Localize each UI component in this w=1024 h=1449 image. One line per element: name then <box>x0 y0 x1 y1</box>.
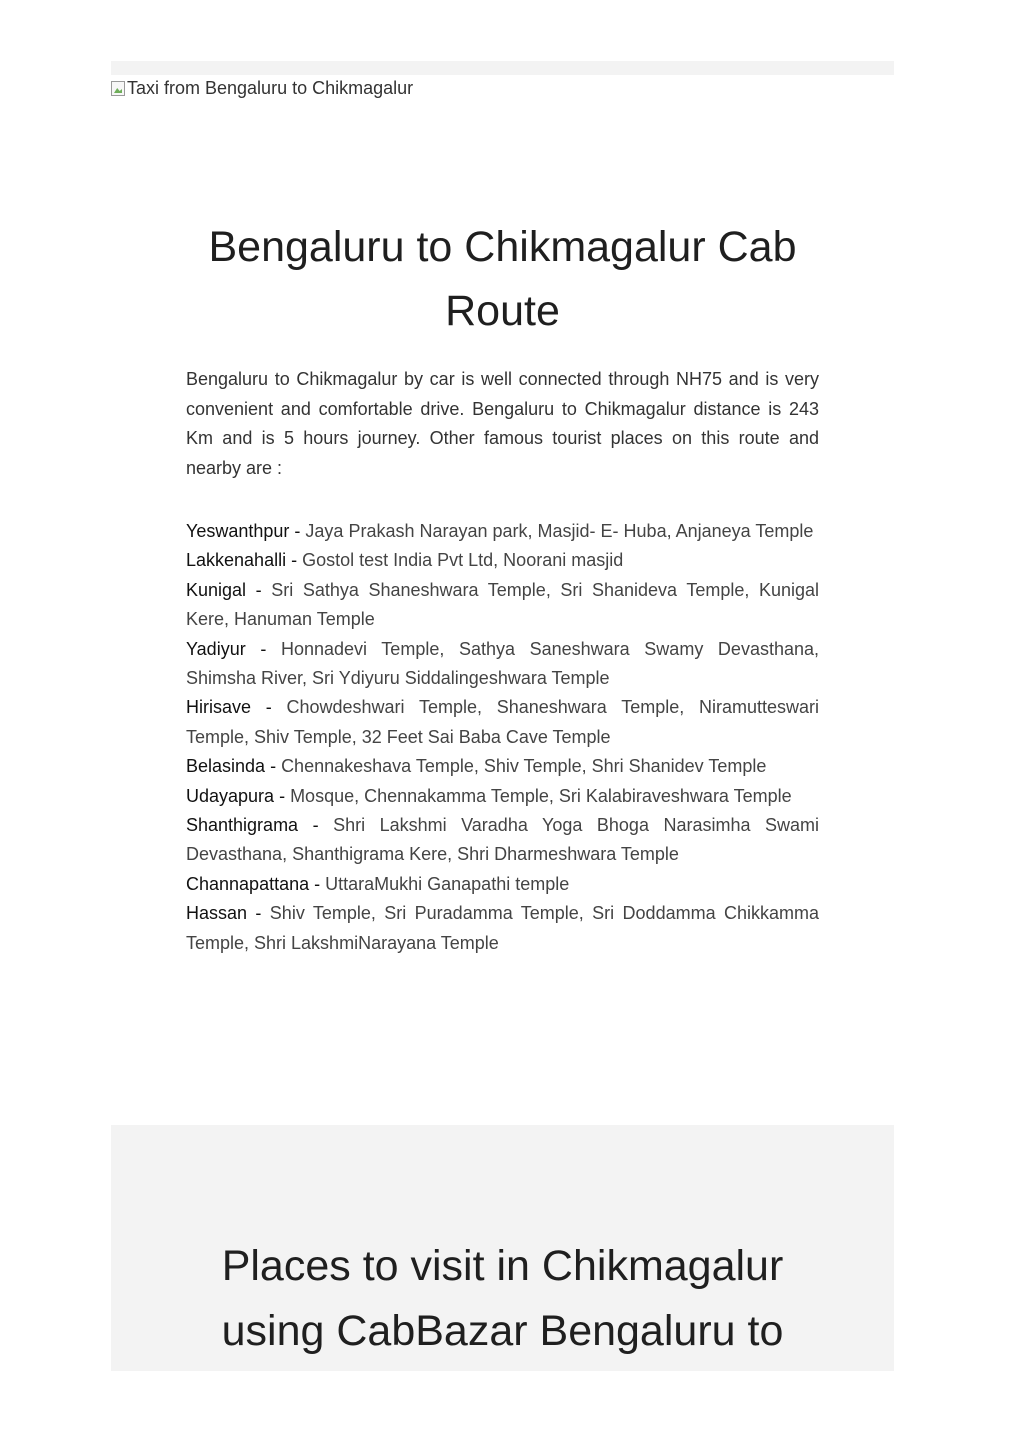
place-attractions: UttaraMukhi Ganapathi temple <box>325 873 570 894</box>
place-town: Belasinda - <box>186 756 282 777</box>
place-attractions: Honnadevi Temple, Sathya Saneshwara Swamy Devasthana, Shimsha River, Sri Ydiyuru Siddalingeshwara Temple <box>186 638 820 689</box>
list-item <box>186 899 819 958</box>
list-item <box>186 635 819 694</box>
list-item <box>186 752 819 781</box>
place-attractions: Chennakeshava Temple, Shiv Temple, Shri Shanidev Temple <box>281 756 767 777</box>
place-town: Udayapura - <box>186 785 291 806</box>
hero-image <box>111 76 413 100</box>
header-band <box>111 61 894 75</box>
list-item <box>186 782 819 811</box>
place-attractions: Shiv Temple, Sri Puradamma Temple, Sri Doddamma Chikkamma Temple, Shri LakshmiNarayana Temple <box>186 903 819 953</box>
route-intro: Bengaluru to Chikmagalur by car is well connected through NH75 and is very convenient and comfortable drive. Bengaluru to Chikmagalur distance is 243 Km and is 5 hours journey. Other famous tourist places on this route and nearby are : <box>186 369 819 478</box>
place-attractions: Gostol test India Pvt Ltd, Noorani masjid <box>302 550 624 571</box>
place-attractions: Mosque, Chennakamma Temple, Sri Kalabiraveshwara Temple <box>290 785 792 806</box>
place-attractions: Jaya Prakash Narayan park, Masjid- E- Huba, Anjaneya Temple <box>305 521 814 541</box>
hero-image-alt-text: Taxi from Bengaluru to Chikmagalur <box>127 78 414 98</box>
places-to-visit-section <box>111 1125 894 1371</box>
place-attractions: Sri Sathya Shaneshwara Temple, Sri Shanideva Temple, Kunigal Kere, Hanuman Temple <box>186 579 820 630</box>
list-item <box>186 517 819 546</box>
place-town: Lakkenahalli - <box>186 550 303 571</box>
list-item <box>186 693 819 752</box>
list-item <box>186 546 819 575</box>
list-item <box>186 576 819 635</box>
place-town: Shanthigrama - <box>186 815 334 836</box>
place-town: Channapattana - <box>186 873 326 894</box>
list-item <box>186 870 819 899</box>
place-town: Yadiyur - <box>186 638 281 659</box>
places-to-visit-title: Places to visit in Chikmagalur using CabBazar Bengaluru to <box>221 1242 784 1355</box>
place-town: Hassan - <box>186 903 270 924</box>
broken-image-icon <box>111 81 125 96</box>
places-list <box>186 517 819 958</box>
place-town: Hirisave - <box>186 697 287 718</box>
place-town: Kunigal - <box>186 579 272 600</box>
place-town: Yeswanthpur - <box>186 521 306 541</box>
list-item <box>186 811 819 870</box>
route-title: Bengaluru to Chikmagalur Cab Route <box>208 223 797 335</box>
place-attractions: Shri Lakshmi Varadha Yoga Bhoga Narasimha Swami Devasthana, Shanthigrama Kere, Shri Dharmeshwara Temple <box>186 815 819 865</box>
place-attractions: Chowdeshwari Temple, Shaneshwara Temple, Niramutteswari Temple, Shiv Temple, 32 Feet Sai Baba Cave Temple <box>186 697 820 747</box>
